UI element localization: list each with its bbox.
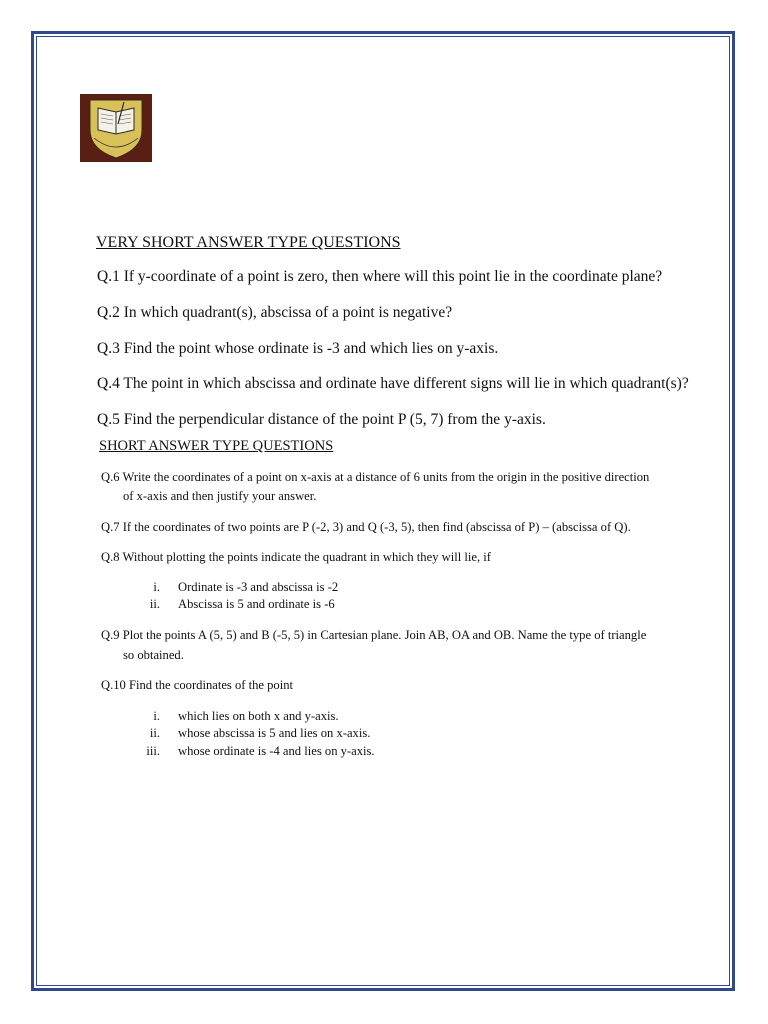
question-5: Q.5 Find the perpendicular distance of the point P (5, 7) from the y-axis. — [97, 411, 546, 428]
question-2: Q.2 In which quadrant(s), abscissa of a point is negative? — [97, 304, 453, 321]
section-heading-short: SHORT ANSWER TYPE QUESTIONS — [99, 438, 334, 454]
section-heading-very-short: VERY SHORT ANSWER TYPE QUESTIONS — [96, 234, 401, 251]
question-6-line-2: of x-axis and then justify your answer. — [123, 489, 317, 503]
school-logo — [80, 94, 152, 162]
list-item-text: Ordinate is -3 and abscissa is -2 — [178, 580, 339, 594]
question-3: Q.3 Find the point whose ordinate is -3 and which lies on y-axis. — [97, 340, 499, 357]
question-7: Q.7 If the coordinates of two points are P (-2, 3) and Q (-3, 5), then find (abscissa of P) – (abscissa of Q). — [101, 520, 631, 534]
list-item-number: i. — [153, 580, 160, 594]
question-4: Q.4 The point in which abscissa and ordinate have different signs will lie in which quadrant(s)? — [97, 375, 689, 392]
question-6-line-1: Q.6 Write the coordinates of a point on x-axis at a distance of 6 units from the origin in the positive direction — [101, 470, 650, 484]
list-item-number: iii. — [146, 744, 160, 758]
question-9-line-1: Q.9 Plot the points A (5, 5) and B (-5, 5) in Cartesian plane. Join AB, OA and OB. Name the type of triangle — [101, 628, 647, 642]
page-border-inner — [36, 36, 730, 986]
question-9-line-2: so obtained. — [123, 648, 184, 662]
list-item-text: which lies on both x and y-axis. — [178, 709, 339, 723]
question-1: Q.1 If y-coordinate of a point is zero, then where will this point lie in the coordinate plane? — [97, 268, 663, 285]
list-item-number: ii. — [149, 597, 160, 611]
list-item-text: whose ordinate is -4 and lies on y-axis. — [178, 744, 375, 758]
list-item-number: i. — [153, 709, 160, 723]
question-10: Q.10 Find the coordinates of the point — [101, 678, 294, 692]
list-item-text: whose abscissa is 5 and lies on x-axis. — [178, 726, 371, 740]
question-8: Q.8 Without plotting the points indicate the quadrant in which they will lie, if — [101, 550, 491, 564]
list-item-number: ii. — [149, 726, 160, 740]
list-item-text: Abscissa is 5 and ordinate is -6 — [178, 597, 335, 611]
